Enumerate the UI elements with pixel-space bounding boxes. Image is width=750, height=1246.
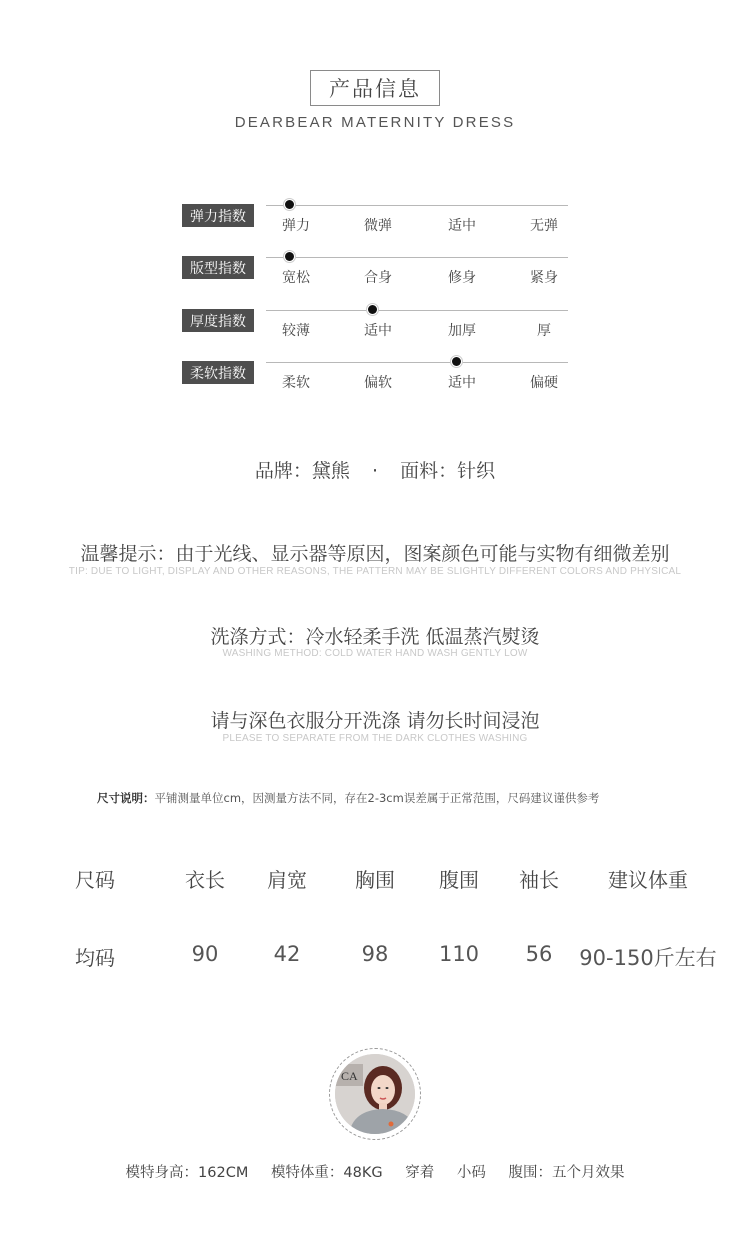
table-cell: 均码 [75,946,115,970]
section-title-text: 产品信息 [329,77,421,101]
model-height: 模特身高：162CM [125,1165,249,1181]
model-photo-icon [335,1054,415,1134]
table-header-cell: 衣长 [185,868,225,892]
scale-option: 宽松 [282,270,310,286]
scale-option: 偏硬 [530,375,558,391]
scale-track [266,205,568,206]
scale-option: 微弹 [364,218,392,234]
scale-marker [368,305,377,314]
scale-marker [285,200,294,209]
scale-row [182,257,572,297]
table-header-cell: 尺码 [75,868,115,892]
scale-option: 适中 [448,375,476,391]
model-info [0,1161,750,1182]
scale-option: 适中 [448,218,476,234]
scale-row [182,310,572,350]
note-separate-cn: 请与深色衣服分开洗涤 请勿长时间浸泡 [210,710,540,732]
scale-option: 偏软 [364,375,392,391]
scale-option: 合身 [364,270,392,286]
note-tip-cn: 温馨提示：由于光线、显示器等原因，图案颜色可能与实物有细微差别 [80,543,670,565]
section-title [310,70,440,106]
scale-label: 版型指数 [182,256,254,279]
scale-track [266,257,568,258]
note-wash-en: WASHING METHOD: COLD WATER HAND WASH GENTLY LOW [222,648,528,659]
scale-label: 柔软指数 [182,361,254,384]
model-size: 小码 [456,1165,486,1181]
scale-option: 厚 [537,323,551,339]
table-cell: 90 [191,942,219,966]
separator-dot: · [371,460,379,482]
table-cell: 98 [361,942,389,966]
table-cell: 90-150斤左右 [579,946,717,970]
table-cell: 110 [438,942,480,966]
specs-line [0,456,750,483]
scale-track [266,310,568,311]
note-tip-en: TIP: DUE TO LIGHT, DISPLAY AND OTHER REASONS, THE PATTERN MAY BE SLIGHTLY DIFFERENT COLORS AND PHYSICAL [68,566,682,577]
table-header-cell: 建议体重 [608,868,688,892]
model-wearing: 穿着 [405,1165,435,1181]
scale-row [182,205,572,245]
table-header-cell: 袖长 [519,868,559,892]
scale-label: 厚度指数 [182,309,254,332]
table-header-cell: 肩宽 [267,868,307,892]
scale-option: 加厚 [448,323,476,339]
scale-label: 弹力指数 [182,204,254,227]
fabric-text: 面料：针织 [400,460,496,482]
scale-option: 较薄 [282,323,310,339]
scale-marker [285,252,294,261]
size-note-text: 平铺测量单位cm，因测量方法不同，存在2-3cm误差属于正常范围，尺码建议谨供参考 [154,791,600,805]
scale-marker [452,357,461,366]
scale-option: 弹力 [282,218,310,234]
model-weight: 模特体重：48KG [270,1165,383,1181]
note-separate-en: PLEASE TO SEPARATE FROM THE DARK CLOTHES WASHING [222,733,528,744]
size-note [97,790,599,806]
scale-track [266,362,568,363]
scale-option: 柔软 [282,375,310,391]
scale-option: 紧身 [530,270,558,286]
scale-option: 修身 [448,270,476,286]
svg-text:CA: CA [341,1069,358,1083]
scale-row [182,362,572,402]
table-cell: 42 [273,942,301,966]
note-wash-cn: 洗涤方式：冷水轻柔手洗 低温蒸汽熨烫 [210,626,540,648]
table-cell: 56 [525,942,553,966]
table-header-cell: 腹围 [439,868,479,892]
scale-option: 无弹 [530,218,558,234]
model-belly: 腹围：五个月效果 [508,1165,625,1181]
table-header-cell: 胸围 [355,868,395,892]
scale-option: 适中 [364,323,392,339]
size-note-label: 尺寸说明： [97,791,155,805]
section-subtitle: DEARBEAR MATERNITY DRESS [234,114,516,131]
brand-text: 品牌：黛熊 [254,460,350,482]
